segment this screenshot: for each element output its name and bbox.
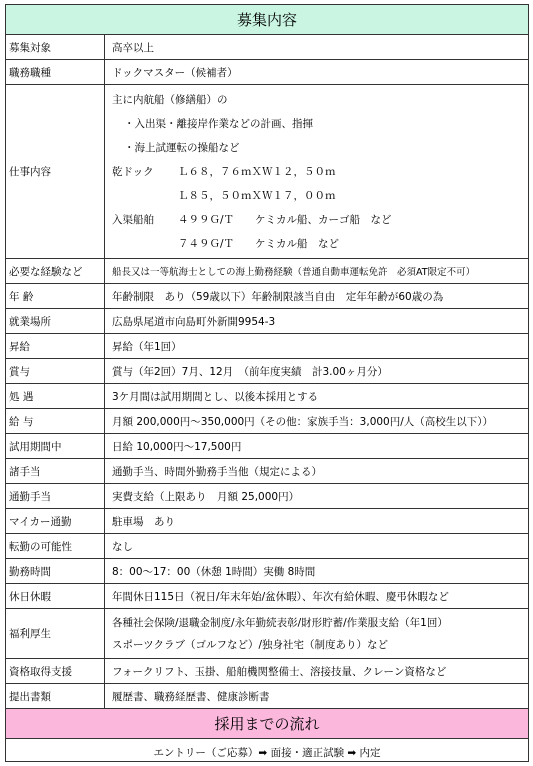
row-commute [6,484,528,509]
welfare-block [105,609,528,658]
docking-spec-1 [112,208,392,232]
row-allowance [6,459,528,484]
docking-key: 入渠船舶 [112,214,154,227]
row-label: 職務職種 [6,60,105,84]
dry-dock-spec-2 [112,184,336,208]
row-value: 広島県尾道市向島町外新開9954-3 [112,315,276,328]
job-content-block [105,85,528,258]
row-experience [6,259,528,284]
row-value: 昇給（年1回） [112,340,182,353]
row-value: フォークリフト、玉掛、船舶機関整備士、溶接技量、クレーン資格など [112,665,447,678]
welfare-line: 各種社会保険/退職金制度/永年勤続表彰/財形貯蓄/作業服支給（年1回） [112,616,448,629]
row-label: 賞与 [6,359,105,383]
flow-title: 採用までの流れ [6,709,528,739]
row-age [6,284,528,309]
row-documents [6,684,528,709]
job-content-line: ・海上試運転の操船など [124,141,240,154]
row-label: 昇給 [6,334,105,358]
row-label: 試用期間中 [6,434,105,458]
row-qualification [6,659,528,684]
row-value: 年間休日115日（祝日/年末年始/盆休暇）、年次有給休暇、慶弔休暇など [112,590,449,603]
row-value: 3ケ月間は試用期間とし、以後本採用とする [112,390,319,403]
row-value: 年齢制限 あり（59歳以下）年齢制限該当自由 定年年齢が60歳の為 [112,290,444,303]
docking-spec-2 [112,232,339,256]
row-label: 提出書類 [6,684,105,708]
row-label: 勤務時間 [6,559,105,583]
page-title: 募集内容 [6,5,528,35]
job-content-line: 主に内航船（修繕船）の [112,93,228,106]
row-job-type [6,60,528,85]
row-label: 転勤の可能性 [6,534,105,558]
dry-dock-value: Ｌ６８，７６ｍＸＷ１２，５０ｍ [178,166,336,178]
row-value: 8：00～17：00（休憩 1時間）実働 8時間 [112,565,316,578]
row-job-content [6,85,528,259]
dry-dock-value: Ｌ８５，５０ｍＸＷ１７，００ｍ [178,190,336,203]
row-value: なし [112,540,133,553]
row-car-commute [6,509,528,534]
row-label: 通勤手当 [6,484,105,508]
row-value: 船長又は一等航海士としての海上勤務経験（普通自動車運転免許 必須AT限定不可） [112,267,476,278]
row-value: 通勤手当、時間外勤務手当他（規定による） [112,465,322,478]
row-value: 駐車場 あり [112,515,175,528]
row-value: 実費支給（上限あり 月額 25,000円） [112,490,300,503]
row-salary [6,409,528,434]
flow-steps: エントリー（ご応募）➡ 面接・適正試験 ➡ 内定 [153,747,381,759]
row-bonus [6,359,528,384]
row-label: 休日休暇 [6,584,105,608]
row-transfer [6,534,528,559]
row-location [6,309,528,334]
dry-dock-key: 乾ドック [112,166,154,178]
job-content-line: ・入出渠・離接岸作業などの計画、指揮 [124,117,313,130]
row-value: 履歴書、職務経歴書、健康診断書 [112,690,270,703]
row-trial [6,434,528,459]
row-label: 給 与 [6,409,105,433]
row-welfare [6,609,528,659]
row-label: 必要な経験など [6,259,105,283]
row-label: 仕事内容 [6,85,105,258]
row-label: 年 齢 [6,284,105,308]
row-target [6,35,528,60]
row-hours [6,559,528,584]
row-value: ドックマスター（候補者） [112,66,238,79]
row-label: 募集対象 [6,35,105,59]
row-raise [6,334,528,359]
row-treatment [6,384,528,409]
row-label: 諸手当 [6,459,105,483]
row-value: 日給 10,000円～17,500円 [112,440,242,453]
row-value: 高卒以上 [112,41,154,54]
row-label: 就業場所 [6,309,105,333]
row-holidays [6,584,528,609]
welfare-line: スポーツクラブ（ゴルフなど）/独身社宅（制度あり）など [112,639,389,652]
docking-value: ７４９Ｇ/Ｔ ケミカル船 など [178,238,340,251]
row-value: 月額 200,000円～350,000円（その他：家族手当：3,000円/人（高校生以下）） [112,415,494,428]
row-label: マイカー通勤 [6,509,105,533]
row-value: 賞与（年2回）7月、12月 （前年度実績 計3.00ヶ月分） [112,365,388,378]
dry-dock-spec-1 [112,160,336,184]
recruitment-sheet [5,4,529,762]
row-label: 処 遇 [6,384,105,408]
row-label: 福利厚生 [6,609,105,658]
row-label: 資格取得支援 [6,659,105,683]
docking-value: ４９９Ｇ/Ｔ ケミカル船、カーゴ船 など [178,214,392,227]
